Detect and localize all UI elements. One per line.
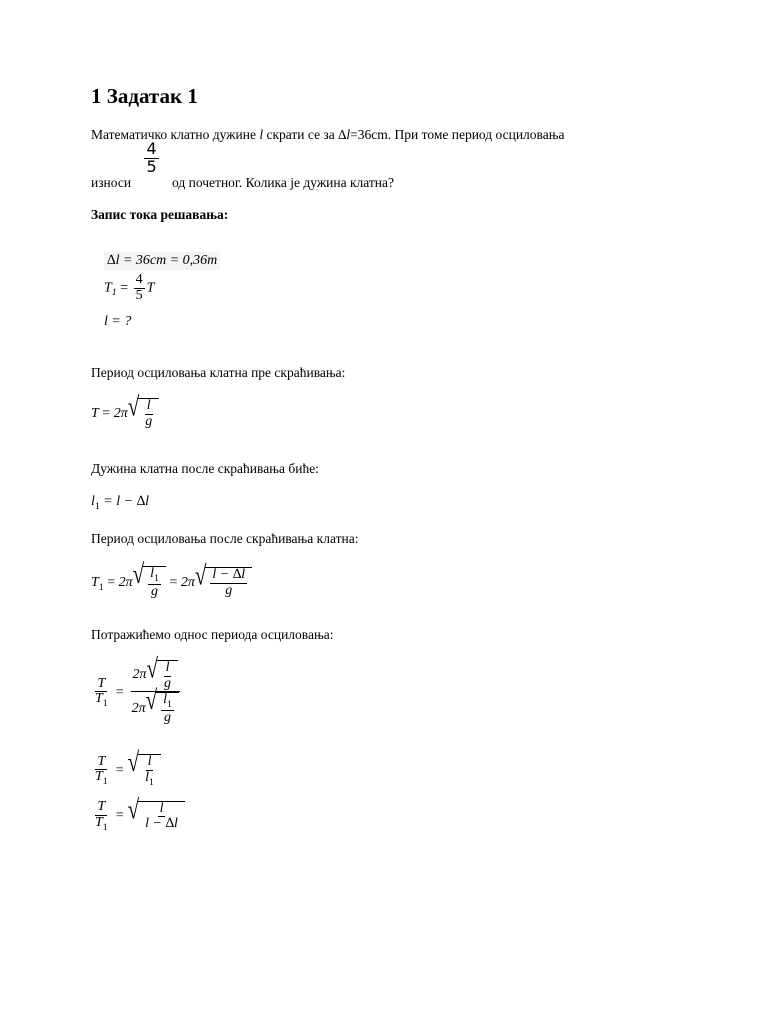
formula-ratio-2 xyxy=(91,746,161,788)
denominator: g xyxy=(164,710,172,726)
two-pi: 2π xyxy=(131,700,146,716)
problem-text: Математичко клатно дужине xyxy=(91,127,260,142)
numerator: l − ∆l xyxy=(212,567,246,583)
equals-sign: = xyxy=(115,762,124,778)
sqrt-icon: √ xyxy=(145,684,158,716)
variable-l: l xyxy=(259,127,264,142)
fraction-denominator: 5 xyxy=(146,156,157,176)
symbol-T: T xyxy=(104,280,112,296)
denominator: T xyxy=(95,814,103,830)
denominator: l xyxy=(145,769,150,785)
two-pi: 2π xyxy=(132,667,147,683)
numerator: l xyxy=(165,660,170,675)
symbol-T: T xyxy=(146,280,155,296)
numerator: l xyxy=(147,754,152,769)
denominator: g xyxy=(164,675,172,691)
subscript: 1 xyxy=(167,699,172,711)
subscript: 1 xyxy=(102,821,108,833)
numerator: l xyxy=(159,800,164,816)
fraction-denominator: 5 xyxy=(135,287,143,303)
problem-line-2 xyxy=(91,141,394,191)
sqrt-icon: √ xyxy=(146,652,159,684)
given-delta: ∆l = 36cm = 0,36m xyxy=(104,252,220,270)
subscript: 1 xyxy=(102,775,108,787)
text-period-before: Период осциловања клатна пре скраћивања: xyxy=(91,365,346,380)
denominator: T xyxy=(95,769,103,785)
subscript: 1 xyxy=(94,500,100,512)
sqrt xyxy=(194,559,252,598)
subscript: 1 xyxy=(111,287,117,299)
denominator: g xyxy=(151,584,159,600)
fraction-four-fifths xyxy=(144,141,158,176)
problem-text: скрати се за xyxy=(263,127,339,142)
denominator: g xyxy=(145,413,153,429)
subscript: 1 xyxy=(154,572,159,584)
given-unknown: l = ? xyxy=(104,314,132,329)
sqrt-icon: √ xyxy=(132,558,145,590)
text-ratio: Потражићемо однос периода осциловања: xyxy=(91,627,334,642)
sqrt xyxy=(127,746,161,788)
given-t1 xyxy=(104,273,154,303)
numerator: T xyxy=(97,753,106,769)
fraction-four-fifths-given xyxy=(134,273,145,303)
numerator: l xyxy=(163,692,168,708)
delta-l: ∆l xyxy=(338,127,351,142)
problem-text: износи xyxy=(91,175,132,190)
sqrt xyxy=(132,558,166,600)
formula-ratio-1 xyxy=(91,652,183,726)
equals-sign: = xyxy=(116,280,132,296)
subscript: 1 xyxy=(98,581,104,593)
two-pi: 2π xyxy=(113,405,128,421)
sqrt-icon: √ xyxy=(194,559,207,592)
problem-text: од почетног. Колика је дужина клатна? xyxy=(172,175,395,190)
denominator: g xyxy=(225,582,233,598)
two-pi: 2π xyxy=(118,575,133,591)
formula-period xyxy=(91,390,159,429)
sqrt-icon: √ xyxy=(127,390,140,422)
two-pi: 2π xyxy=(180,575,195,591)
sqrt xyxy=(127,390,160,429)
fraction-numerator: 4 xyxy=(146,139,157,158)
formula-length-after xyxy=(91,494,149,512)
equals-sign: = xyxy=(102,405,111,421)
formula-period-after xyxy=(91,558,252,600)
equals-sign: = xyxy=(115,808,124,824)
denominator: T xyxy=(95,691,103,707)
expression: = l − ∆l xyxy=(103,494,150,509)
denominator: l − ∆l xyxy=(145,816,178,832)
text-length-after: Дужина клатна после скраћивања биће: xyxy=(91,461,319,476)
symbol-T: T xyxy=(91,575,99,591)
symbol-l: l xyxy=(91,494,95,509)
numerator: l xyxy=(150,566,155,581)
page-title: 1 Задатак 1 xyxy=(91,84,198,108)
fraction-numerator: 4 xyxy=(135,272,143,287)
sqrt-icon: √ xyxy=(127,746,140,778)
equals-sign: = xyxy=(169,575,178,591)
numerator: T xyxy=(97,799,106,814)
section-heading: Запис тока решавања: xyxy=(91,207,229,222)
subscript: 1 xyxy=(149,776,154,788)
equals-sign: = xyxy=(115,685,124,701)
subscript: 1 xyxy=(102,698,108,710)
big-fraction xyxy=(130,652,181,726)
formula-ratio-3 xyxy=(91,793,185,833)
numerator: T xyxy=(97,675,106,691)
sqrt-icon: √ xyxy=(127,793,140,825)
sqrt xyxy=(127,793,185,832)
equals-sign: = xyxy=(107,575,116,591)
problem-text: =36cm. При томе период осциловања xyxy=(350,127,565,142)
numerator: l xyxy=(146,398,151,413)
text-period-after: Период осциловања после скраћивања клатна: xyxy=(91,531,359,546)
symbol-T: T xyxy=(91,405,99,421)
